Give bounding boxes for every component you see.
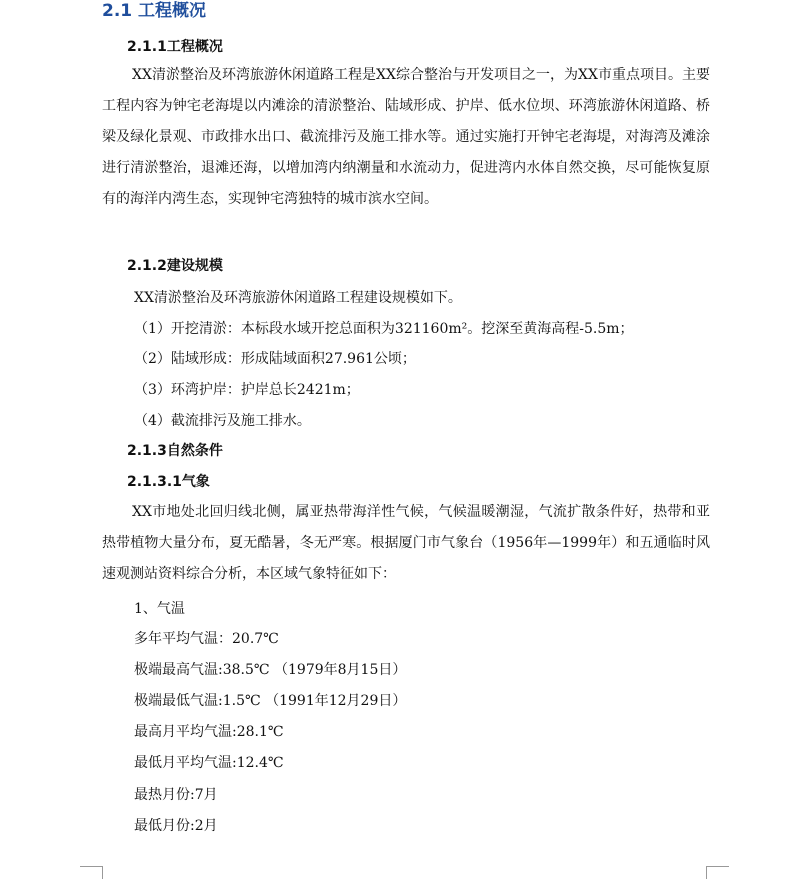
- subsection-title-overview: 2.1.1工程概况: [127, 39, 223, 55]
- temp-line-annual-avg: 多年平均气温：20.7℃: [134, 631, 279, 647]
- page-corner-mark-right: [706, 866, 729, 879]
- subsection-title-weather: 2.1.3.1气象: [127, 474, 210, 490]
- scale-item-3: （3）环湾护岸：护岸总长2421m；: [134, 382, 360, 398]
- overview-paragraph: XX清淤整治及环湾旅游休闲道路工程是XX综合整治与开发项目之一，为XX市重点项目。主要工程内容为钟宅老海堤以内滩涂的清淤整治、陆域形成、护岸、低水位坝、环湾旅游休闲道路、桥梁及绿化景观、市政排水出口、截流排污及施工排水等。通过实施打开钟宅老海堤，对海湾及滩涂进行清淤整治，退滩还海，以增加湾内纳潮量和水流动力，促进湾内水体自然交换，尽可能恢复原有的海洋内湾生态，实现钟宅湾独特的城市滨水空间。: [102, 67, 710, 207]
- temp-line-extreme-high: 极端最高气温:38.5℃ （1979年8月15日）: [134, 662, 407, 678]
- temp-line-heading: 1、气温: [134, 601, 185, 617]
- temp-line-extreme-low: 极端最低气温:1.5℃ （1991年12月29日）: [134, 693, 407, 709]
- weather-paragraph: XX市地处北回归线北侧，属亚热带海洋性气候，气候温暖潮湿，气流扩散条件好，热带和亚热带植物大量分布，夏无酷暑，冬无严寒。根据厦门市气象台（1956年—1999年）和五通临时风速观测站资料综合分析，本区域气象特征如下：: [102, 504, 710, 582]
- scale-item-2: （2）陆域形成：形成陆域面积27.961公顷；: [134, 351, 416, 367]
- temp-line-min-monthly: 最低月平均气温:12.4℃: [134, 755, 284, 771]
- scale-item-4: （4）截流排污及施工排水。: [134, 413, 311, 429]
- subsection-title-natural: 2.1.3自然条件: [127, 443, 223, 459]
- scale-item-1: （1）开挖清淤：本标段水域开挖总面积为321160m²。挖深至黄海高程-5.5m；: [134, 321, 634, 337]
- section-heading: 2.1 工程概况: [102, 1, 207, 21]
- temp-line-hottest-month: 最热月份:7月: [134, 787, 218, 803]
- scale-intro: XX清淤整治及环湾旅游休闲道路工程建设规模如下。: [134, 290, 462, 306]
- temp-line-max-monthly: 最高月平均气温:28.1℃: [134, 724, 284, 740]
- temp-line-coldest-month: 最低月份:2月: [134, 818, 218, 834]
- subsection-title-scale: 2.1.2建设规模: [127, 258, 223, 274]
- page-corner-mark-left: [80, 866, 103, 879]
